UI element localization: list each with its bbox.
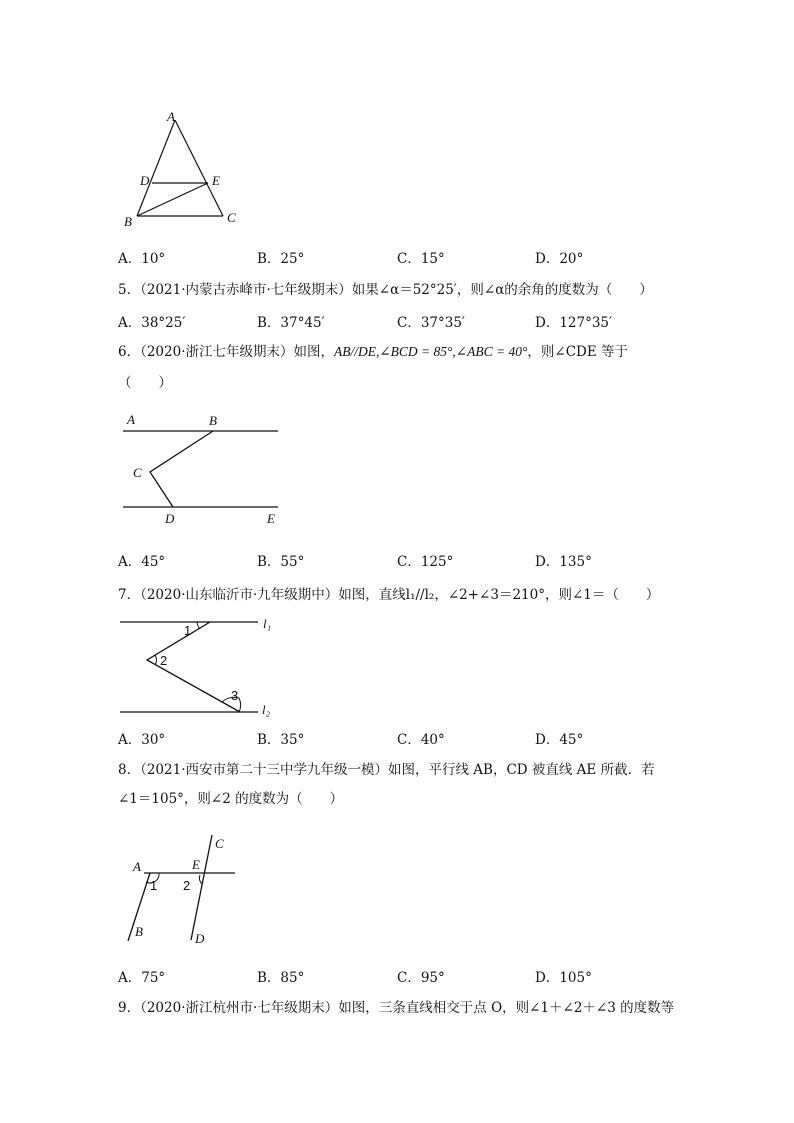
q7-label-l2: l₂ [262,702,271,717]
q8-angle-2: 2 [183,878,191,893]
q5-option-d[interactable]: D．127°35′ [535,315,613,331]
label-C: C [227,210,236,225]
q7-text: 7．（2020·山东临沂市·九年级期中）如图，直线l₁//l₂，∠2+∠3＝210°，则∠1＝（ ） [118,587,660,603]
q5-option-a[interactable]: A．38°25′ [118,315,186,331]
q8-option-c[interactable]: C．95° [397,970,445,986]
transversal-figure-q8 [115,830,255,950]
q8-label-C: C [215,836,224,851]
q8-option-a[interactable]: A．75° [118,970,166,986]
q7-label-l1: l₁ [263,616,272,631]
q4-option-a[interactable]: A．10° [118,251,166,267]
q7-options [118,728,758,748]
q5-text: 5．（2021·内蒙古赤峰市·七年级期末）如果∠α＝52°25′，则∠α的余角的度数为（ ） [118,282,653,298]
q7-angle-1: 1 [184,623,192,638]
q8-label-E: E [192,857,200,872]
q8-option-d[interactable]: D．105° [535,970,592,986]
q8-options [118,966,758,986]
q6-option-a[interactable]: A．45° [118,554,166,570]
q6-label-D: D [165,511,175,526]
triangle-figure [115,108,255,233]
label-B: B [124,214,132,229]
q6-label-B: B [209,413,217,428]
q6-prefix: 6．（2020·浙江七年级期末）如图， [118,344,334,360]
q5-options [118,311,758,331]
q6-label-C: C [133,465,142,480]
q8-line1: 8．（2021·西安市第二十三中学九年级一模）如图，平行线 AB，CD 被直线 AE 所截．若 [118,762,655,778]
q5-option-b[interactable]: B．37°45′ [257,315,325,331]
q7-option-b[interactable]: B．35° [257,732,305,748]
q6-option-b[interactable]: B．55° [257,554,305,570]
q6-label-A: A [127,412,135,427]
q6-option-c[interactable]: C．125° [397,554,454,570]
label-A: A [167,109,175,124]
q6-math: AB//DE,∠BCD = 85°,∠ABC = 40° [334,344,528,359]
q9-text: 9．（2020·浙江杭州市·七年级期末）如图，三条直线相交于点 O，则∠1＋∠2＋∠3 的度数等 [118,1000,675,1016]
label-E: E [212,173,220,188]
q5-option-c[interactable]: C．37°35′ [397,315,466,331]
parallel-lines-figure-q6 [115,410,290,530]
q8-angle-1: 1 [150,878,158,893]
q8-label-D: D [195,931,205,946]
q4-option-b[interactable]: B．25° [257,251,305,267]
q7-option-d[interactable]: D．45° [535,732,584,748]
q6-line2: （ ） [118,375,172,391]
q7-angle-2: 2 [160,653,168,668]
q4-options [118,247,758,267]
q8-line2: ∠1＝105°，则∠2 的度数为（ ） [118,791,344,807]
q6-option-d[interactable]: D．135° [535,554,592,570]
q6-suffix: ，则∠CDE 等于 [527,344,629,360]
q7-angle-3: 3 [231,688,239,703]
q8-option-b[interactable]: B．85° [257,970,305,986]
q6-options [118,550,758,570]
q7-option-c[interactable]: C．40° [397,732,445,748]
q4-option-d[interactable]: D．20° [535,251,584,267]
q8-label-B: B [135,924,143,939]
q8-label-A: A [133,859,141,874]
parallel-lines-figure-q7 [115,612,285,722]
q6-text [118,342,628,362]
q6-label-E: E [267,511,275,526]
q4-option-c[interactable]: C．15° [397,251,445,267]
q7-option-a[interactable]: A．30° [118,732,166,748]
label-D: D [140,173,150,188]
